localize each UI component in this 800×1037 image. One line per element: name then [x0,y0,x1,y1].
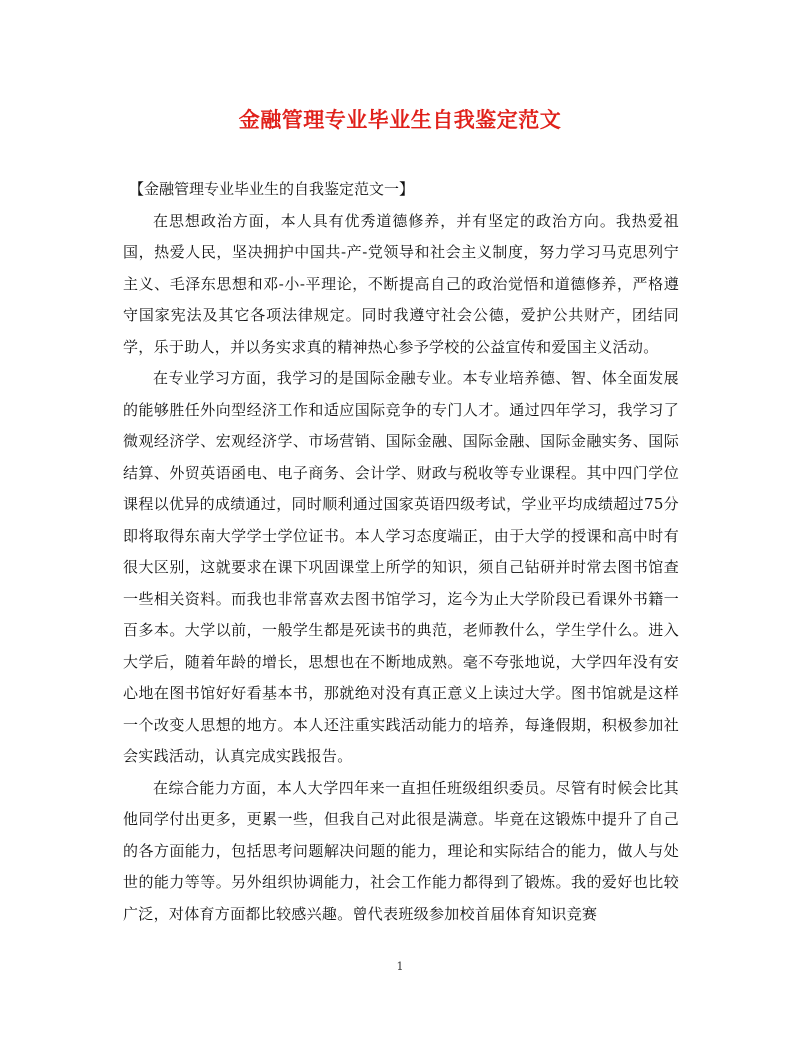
paragraph-political: 在思想政治方面，本人具有优秀道德修养，并有坚定的政治方向。我热爱祖国，热爱人民，坚决拥护中国共-产-党领导和社会主义制度，努力学习马克思列宁主义、毛泽东思想和邓-小-平理论，不断提高自己的政治觉悟和道德修养，严格遵守国家宪法及其它各项法律规定。同时我遵守社会公德，爱护公共财产，团结同学，乐于助人，并以务实求真的精神热心参予学校的公益宣传和爱国主义活动。 [123,211,679,356]
document-title: 金融管理专业毕业生自我鉴定范文 [238,107,562,132]
paragraph-abilities: 在综合能力方面，本人大学四年来一直担任班级组织委员。尽管有时候会比其他同学付出更多，更累一些，但我自己对此很是满意。毕竟在这锻炼中提升了自己的各方面能力，包括思考问题解决问题的能力，理论和实际结合的能力，做人与处世的能力等等。另外组织协调能力，社会工作能力都得到了锻炼。我的爱好也比较广泛，对体育方面都比较感兴趣。曾代表班级参加校首届体育知识竞赛 [123,778,679,923]
document-body [123,174,679,930]
paragraph-academic: 在专业学习方面，我学习的是国际金融专业。本专业培养德、智、体全面发展的能够胜任外向型经济工作和适应国际竞争的专门人才。通过四年学习，我学习了微观经济学、宏观经济学、市场营销、国际金融、国际金融、国际金融实务、国际结算、外贸英语函电、电子商务、会计学、财政与税收等专业课程。其中四门学位课程以优异的成绩通过，同时顺利通过国家英语四级考试，学业平均成绩超过75分即将取得东南大学学士学位证书。本人学习态度端正，由于大学的授课和高中时有很大区别，这就要求在课下巩固课堂上所学的知识，须自己钻研并时常去图书馆查一些相关资料。而我也非常喜欢去图书馆学习，迄今为止大学阶段已看课外书籍一百多本。大学以前，一般学生都是死读书的典范，老师教什么，学生学什么。进入大学后，随着年龄的增长，思想也在不断地成熟。毫不夸张地说，大学四年没有安心地在图书馆好好看基本书，那就绝对没有真正意义上读过大学。图书馆就是这样一个改变人思想的地方。本人还注重实践活动能力的培养，每逢假期，积极参加社会实践活动，认真完成实践报告。 [123,369,679,765]
page-number: 1 [396,960,404,973]
section-heading: 【金融管理专业毕业生的自我鉴定范文一】 [129,180,415,198]
